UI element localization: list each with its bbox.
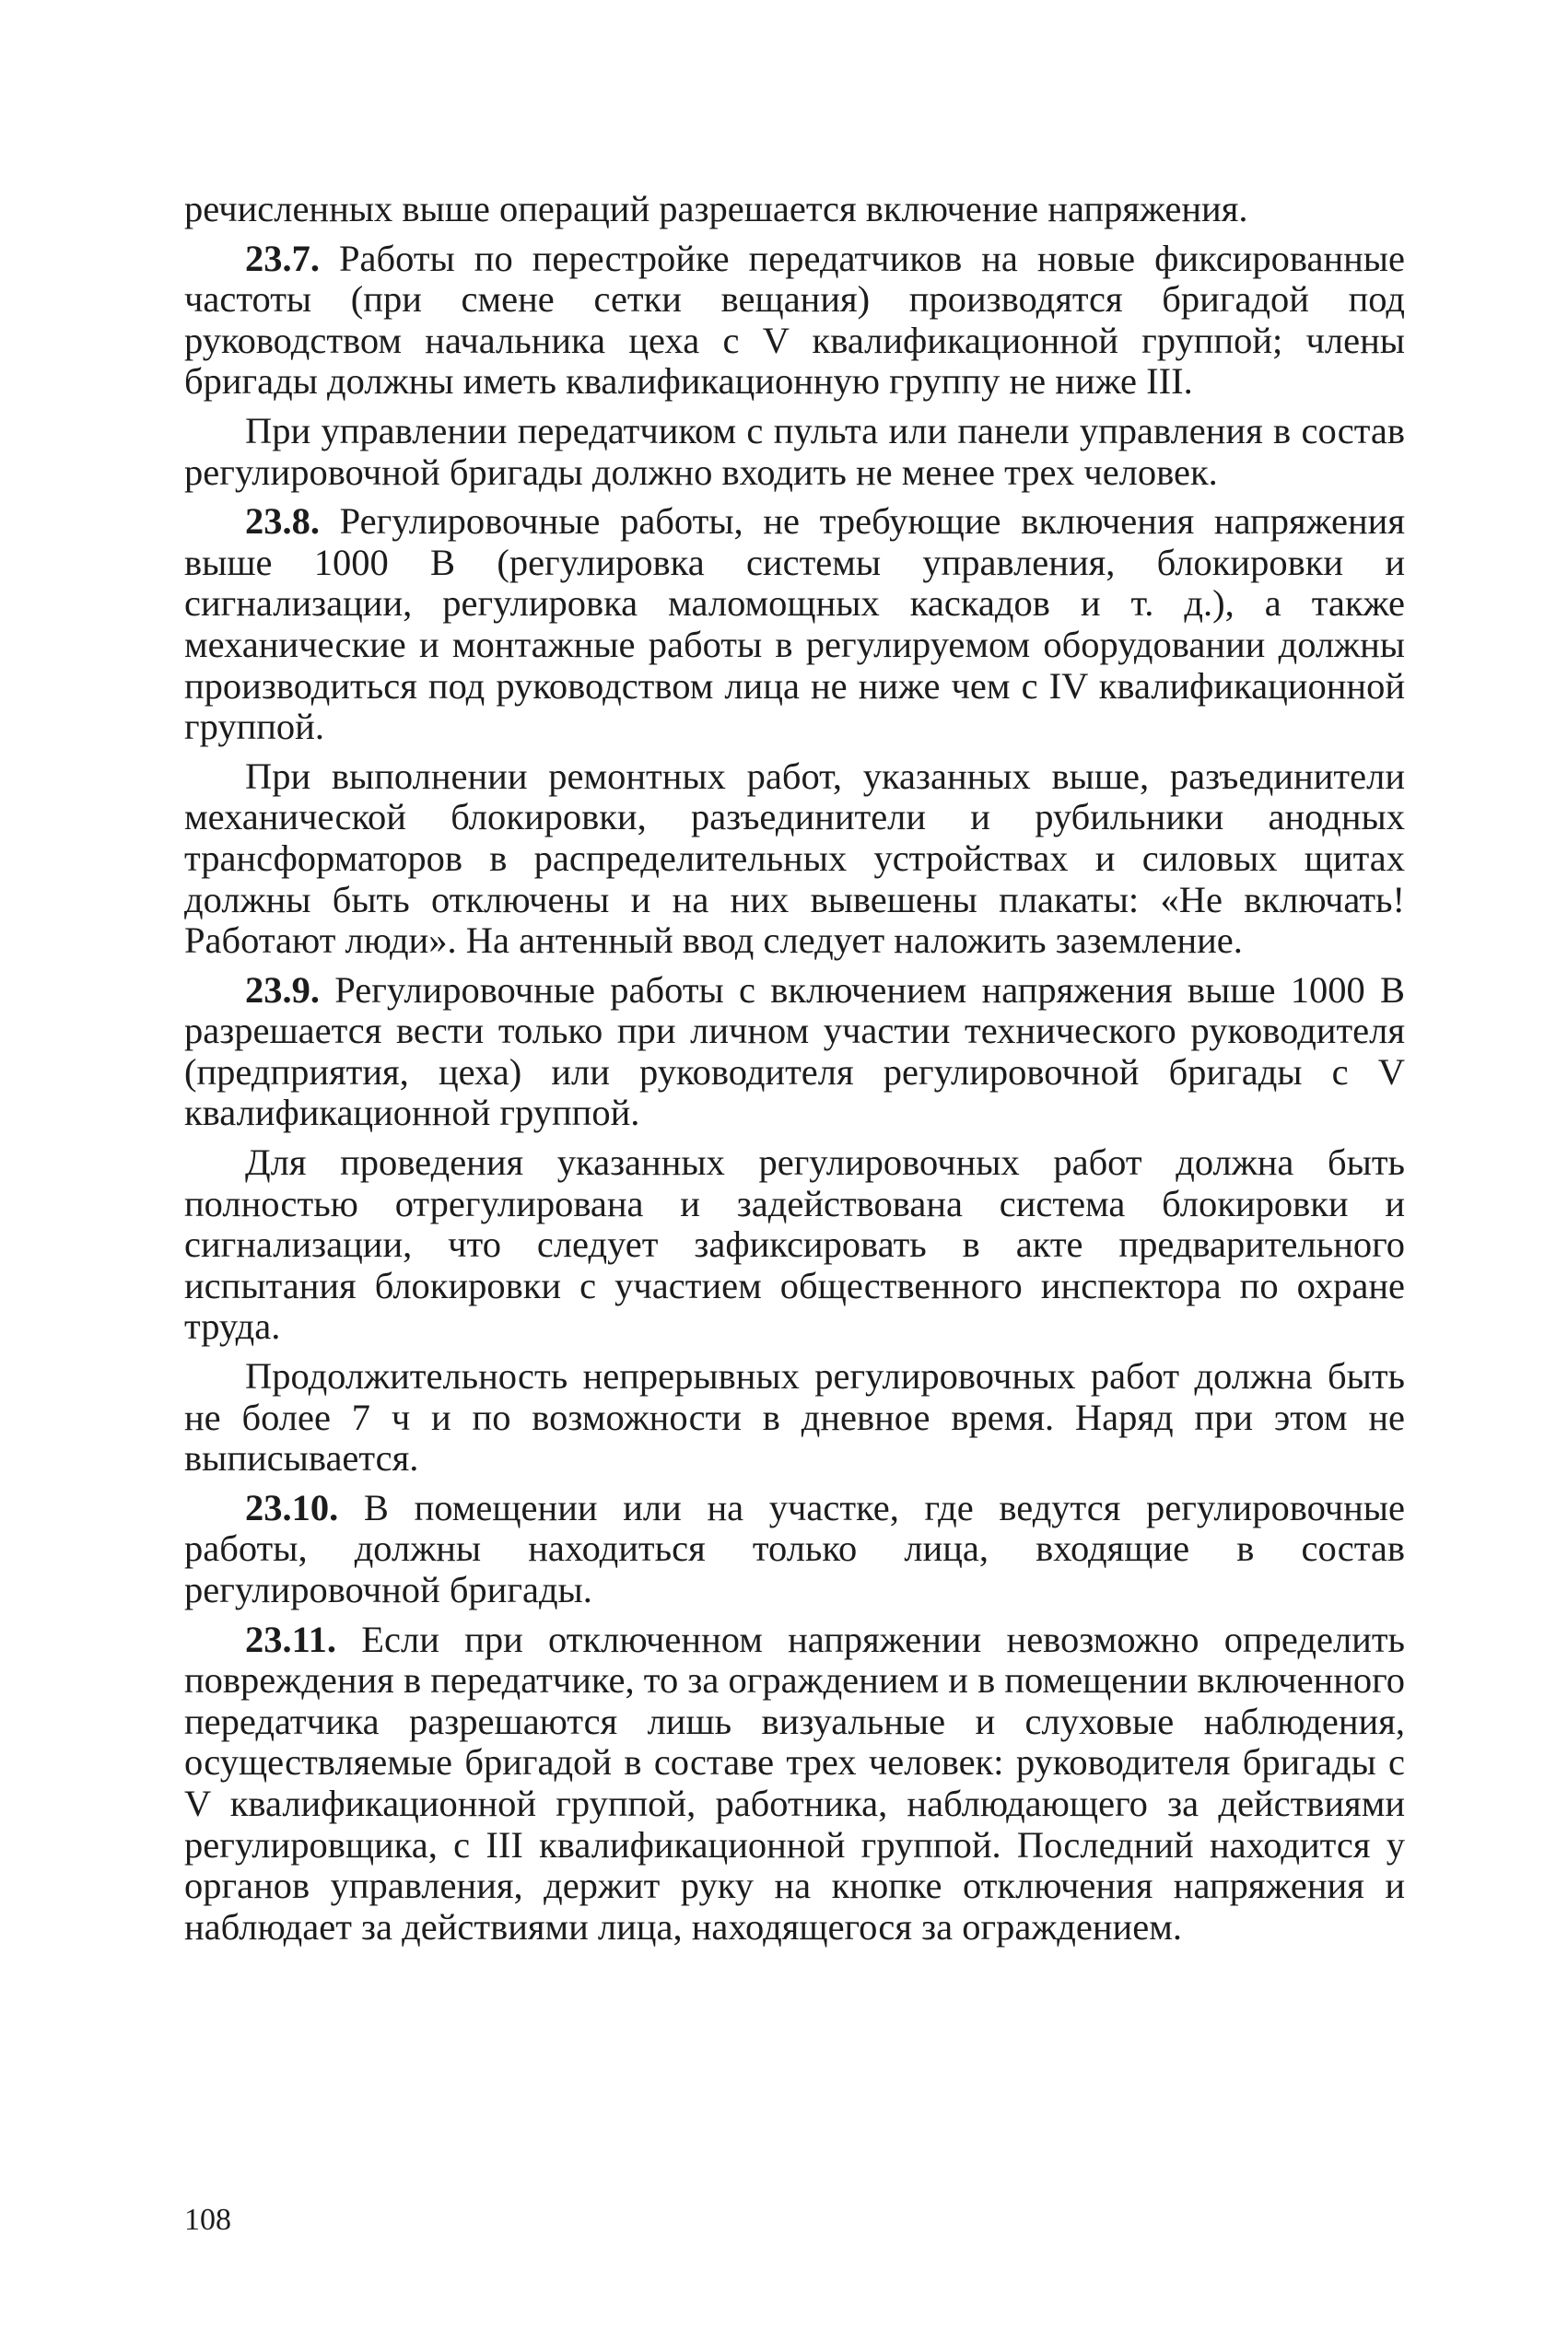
section-number: 23.9.	[245, 968, 320, 1011]
paragraph: Для проведения указанных регулировочных работ должна быть полностью отрегулирована и задействована система блокировки и сигнализации, что следует зафиксировать в акте предварительного испытания блокировки с участием общественного инспектора по охране труда.	[184, 1141, 1405, 1348]
paragraph-23-7: 23.7. Работы по перестройке передатчиков на новые фиксированные частоты (при смене сетки вещания) производятся бригадой под руководством начальника цеха с V квалификационной группой; члены бригады должны иметь квалификационную группу не ниже III.	[184, 237, 1405, 403]
section-number: 23.7.	[245, 237, 320, 279]
section-number: 23.8.	[245, 500, 320, 543]
paragraph: Продолжительность непрерывных регулировочных работ должна быть не более 7 ч и по возможности в дневное время. Наряд при этом не выписывается.	[184, 1355, 1405, 1480]
paragraph-23-10: 23.10. В помещении или на участке, где ведутся регулировочные работы, должны находиться только лица, входящие в состав регулировочной бригады.	[184, 1486, 1405, 1610]
section-number: 23.11.	[245, 1618, 337, 1660]
section-number: 23.10.	[245, 1486, 339, 1528]
page-number: 108	[184, 2203, 231, 2237]
paragraph-continuation: речисленных выше операций разрешается включение напряжения.	[184, 188, 1248, 229]
paragraph: При выполнении ремонтных работ, указанных выше, разъединители механической блокировки, разъединители и рубильники анодных трансформаторов в распределительных устройствах и силовых щитах должны быть отключены и на них вывешены плакаты: «Не включать! Работают люди». На антенный ввод следует наложить заземление.	[184, 755, 1405, 962]
paragraph: При управлении передатчиком с пульта или панели управления в состав регулировочной бригады должно входить не менее трех человек.	[184, 409, 1405, 493]
paragraph-23-9: 23.9. Регулировочные работы с включением напряжения выше 1000 В разрешается вести только при личном участии технического руководителя (предприятия, цеха) или руководителя регулировочной бригады с V квалификационной группой.	[184, 968, 1405, 1134]
paragraph-23-11: 23.11. Если при отключенном напряжении невозможно определить повреждения в передатчике, то за ограждением и в помещении включенного передатчика разрешаются лишь визуальные и слуховые наблюдения, осуществляемые бригадой в составе трех человек: руководителя бригады с V квалификационной группой, работника, наблюдающего за действиями регулировщика, с III квалификационной группой. Последний находится у органов управления, держит руку на кнопке отключения напряжения и наблюдает за действиями лица, находящегося за ограждением.	[184, 1618, 1405, 1948]
paragraph-23-8: 23.8. Регулировочные работы, не требующие включения напряжения выше 1000 В (регулировка системы управления, блокировки и сигнализации, регулировка маломощных каскадов и т. д.), а также механические и монтажные работы в регулируемом оборудовании должны производиться под руководством лица не ниже чем с IV квалификационной группой.	[184, 500, 1405, 748]
page-body	[184, 189, 1405, 1956]
